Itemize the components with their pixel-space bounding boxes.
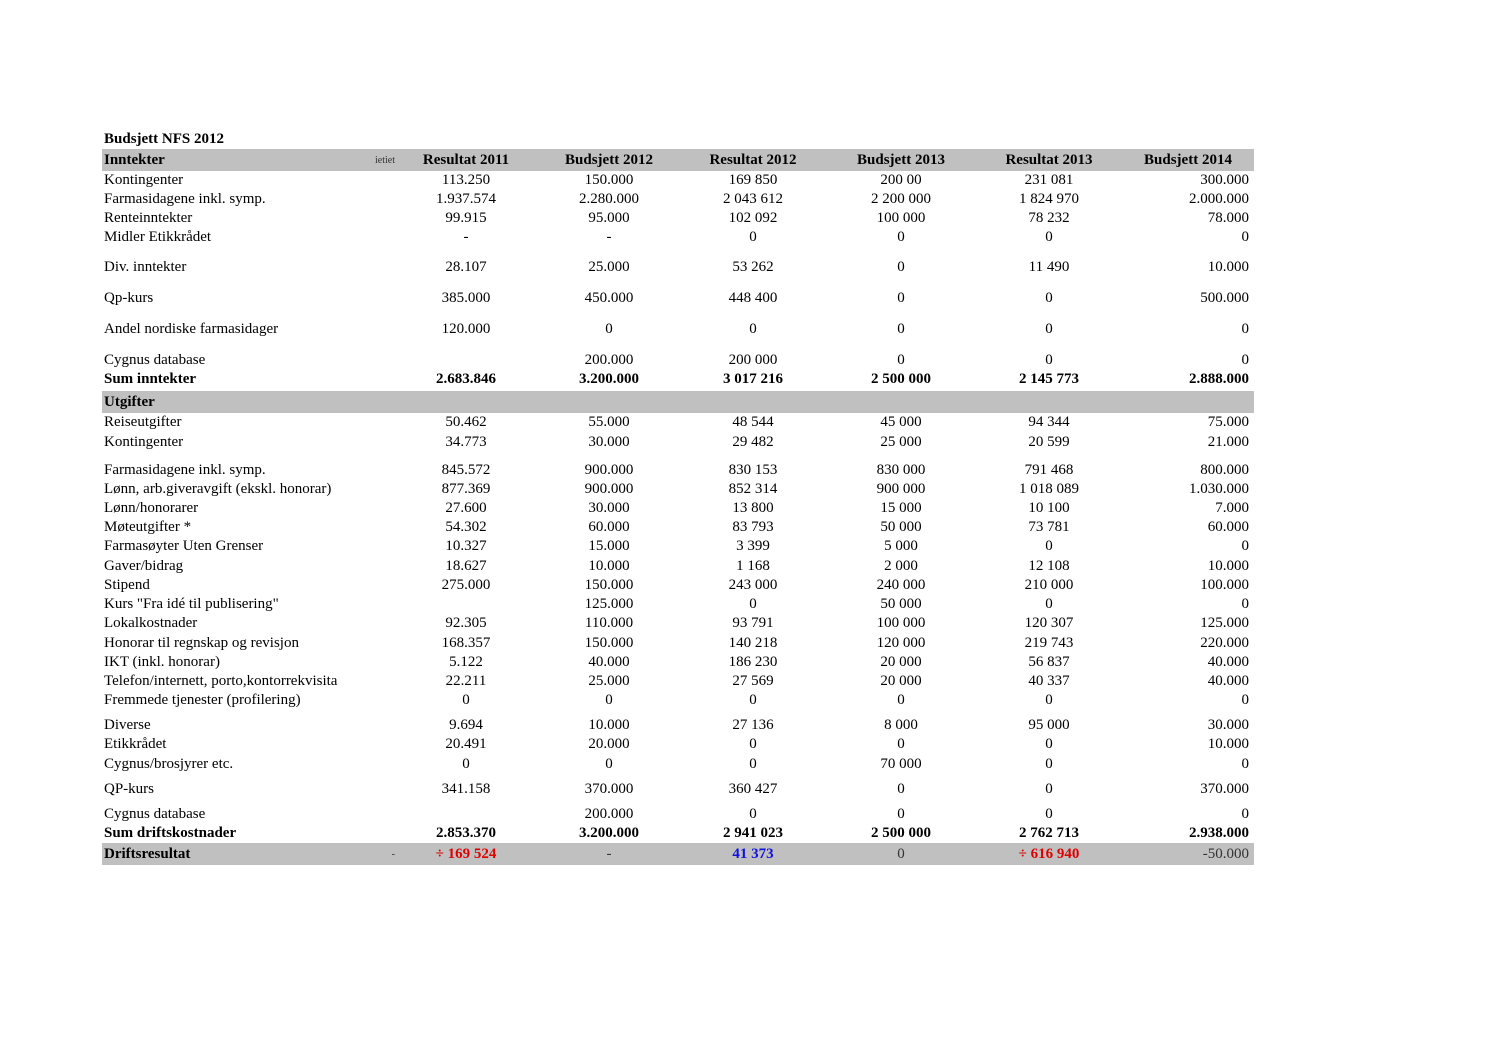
result-label: Driftsresultat	[104, 845, 191, 862]
expense-value: 120 000	[876, 635, 926, 651]
expense-value: 900 000	[876, 481, 926, 497]
result-note: -	[391, 848, 395, 860]
expense-label: IKT (inkl. honorar)	[104, 654, 220, 670]
column-header: Budsjett 2012	[565, 151, 653, 168]
income-label: Div. inntekter	[104, 259, 187, 275]
expense-label: Lønn/honorarer	[104, 500, 199, 516]
income-value: 0	[897, 259, 905, 275]
expense-value: 50 000	[880, 519, 922, 535]
expense-value: 30.000	[588, 434, 630, 450]
sum-value: 2.683.846	[436, 371, 496, 387]
result-value: 0	[897, 845, 905, 862]
income-row	[102, 209, 1254, 228]
expense-value: 341.158	[441, 781, 491, 797]
expense-value: 7.000	[1215, 500, 1249, 516]
income-value: 78.000	[1207, 210, 1249, 226]
income-value	[405, 339, 527, 370]
expense-row	[102, 799, 1254, 824]
expense-value: 12 108	[1028, 558, 1070, 574]
expense-value: 50.462	[445, 414, 487, 430]
sum-value: 2.853.370	[436, 825, 496, 841]
income-value: 25.000	[588, 259, 630, 275]
expense-value: 25 000	[880, 434, 922, 450]
expense-value: 200.000	[584, 806, 634, 822]
expense-value: 100 000	[876, 615, 926, 631]
income-row	[102, 190, 1254, 209]
income-value: 120.000	[441, 321, 491, 337]
expense-label: Kurs "Fra idé til publisering"	[104, 596, 279, 612]
income-value: 99.915	[445, 210, 487, 226]
column-header: Budsjett 2014	[1144, 151, 1232, 168]
expense-value: 830 000	[876, 462, 926, 478]
expense-value: 2 000	[884, 558, 918, 574]
sum-value: 2.938.000	[1189, 825, 1249, 841]
income-value: 169 850	[728, 172, 778, 188]
expense-value: 243 000	[728, 577, 778, 593]
income-value: -	[606, 229, 612, 245]
expense-value: 5 000	[884, 538, 918, 554]
expense-value: 20 599	[1028, 434, 1070, 450]
income-value: 2 200 000	[871, 191, 931, 207]
expense-value: 15.000	[588, 538, 630, 554]
expense-value: 8 000	[884, 717, 918, 733]
income-header-label: Inntekter	[104, 151, 165, 168]
income-value: 113.250	[441, 172, 491, 188]
expense-value: 0	[897, 736, 905, 752]
expense-value: 150.000	[584, 577, 634, 593]
expense-value: 0	[1045, 781, 1053, 797]
income-value: 385.000	[441, 290, 491, 306]
expense-row	[102, 595, 1254, 614]
expense-label: Reiseutgifter	[104, 414, 182, 430]
expense-value: 900.000	[584, 481, 634, 497]
income-value: 0	[1045, 321, 1053, 337]
expense-value: 15 000	[880, 500, 922, 516]
expense-value	[405, 595, 527, 614]
expense-value: 70 000	[880, 756, 922, 772]
expense-value: 1.030.000	[1189, 481, 1249, 497]
result-value-negative: ÷ 616 940	[1018, 845, 1080, 862]
expense-value: 0	[462, 756, 470, 772]
result-value: -50.000	[1202, 845, 1249, 862]
expense-value: 0	[1045, 596, 1053, 612]
expense-value: 120 307	[1024, 615, 1074, 631]
expense-value: 125.000	[584, 596, 634, 612]
expense-value: 830 153	[728, 462, 778, 478]
expense-value: 50 000	[880, 596, 922, 612]
income-sum-label: Sum inntekter	[104, 371, 197, 387]
expense-value: 94 344	[1028, 414, 1070, 430]
expense-label: Diverse	[104, 717, 151, 733]
expense-value: 13 800	[732, 500, 774, 516]
sum-value: 2 762 713	[1019, 825, 1079, 841]
income-value: 0	[1045, 290, 1053, 306]
income-value: 231 081	[1024, 172, 1074, 188]
expense-value: 9.694	[449, 717, 483, 733]
expense-row	[102, 633, 1254, 653]
income-value: 0	[897, 321, 905, 337]
expense-value: 20 000	[880, 673, 922, 689]
income-value: 0	[1045, 229, 1053, 245]
income-value: 0	[1241, 352, 1249, 368]
income-value: 11 490	[1028, 259, 1070, 275]
expense-value: 877.369	[441, 481, 491, 497]
income-value: 0	[1241, 229, 1249, 245]
expense-label: Kontingenter	[104, 434, 184, 450]
expense-row	[102, 556, 1254, 576]
expense-value: 93 791	[732, 615, 774, 631]
expense-value: 10 100	[1028, 500, 1070, 516]
expense-label: Gaver/bidrag	[104, 558, 184, 574]
expense-value: 900.000	[584, 462, 634, 478]
expense-row	[102, 452, 1254, 480]
expense-value: 370.000	[1200, 781, 1249, 797]
expense-value: 0	[1045, 736, 1053, 752]
income-value: 200 000	[728, 352, 778, 368]
column-header: Resultat 2012	[709, 151, 797, 168]
column-header: Budsjett 2013	[857, 151, 945, 168]
income-label: Andel nordiske farmasidager	[104, 321, 279, 337]
income-value: 0	[605, 321, 613, 337]
expense-label: Stipend	[104, 577, 150, 593]
expense-value: 0	[749, 692, 757, 708]
expense-label: Farmasøyter Uten Grenser	[104, 538, 264, 554]
expense-value: 10.000	[1207, 736, 1249, 752]
income-value: 0	[897, 352, 905, 368]
expense-value: 370.000	[584, 781, 634, 797]
expense-value: 30.000	[1207, 717, 1249, 733]
expense-row	[102, 480, 1254, 499]
expense-sum-label: Sum driftskostnader	[104, 825, 237, 841]
income-label: Qp-kurs	[104, 290, 154, 306]
expense-value: 0	[605, 692, 613, 708]
expense-value: 10.000	[588, 558, 630, 574]
sum-value: 3.200.000	[579, 371, 639, 387]
expense-value: 0	[897, 692, 905, 708]
expense-value: 60.000	[588, 519, 630, 535]
expense-label: Fremmede tjenester (profilering)	[104, 692, 301, 708]
income-header-row	[102, 149, 1254, 171]
expense-value: 0	[1045, 538, 1053, 554]
expense-value: 240 000	[876, 577, 926, 593]
expense-value: 0	[1241, 596, 1249, 612]
expense-header-row	[102, 391, 1254, 413]
expense-value: 22.211	[445, 673, 487, 689]
expense-value: 73 781	[1028, 519, 1070, 535]
income-value: 0	[749, 229, 757, 245]
sheet-title: Budsjett NFS 2012	[104, 131, 225, 147]
income-value: 102 092	[728, 210, 778, 226]
expense-value: 0	[1241, 538, 1249, 554]
expense-value: 48 544	[732, 414, 774, 430]
income-value: 2.280.000	[579, 191, 639, 207]
expense-value: 852 314	[728, 481, 778, 497]
income-label: Midler Etikkrådet	[104, 229, 212, 245]
income-value: 0	[897, 229, 905, 245]
expense-value: 360 427	[728, 781, 778, 797]
expense-value: 1 018 089	[1019, 481, 1079, 497]
expense-value: 0	[1045, 692, 1053, 708]
expense-value: 125.000	[1200, 615, 1249, 631]
expense-value: 0	[749, 596, 757, 612]
expense-row	[102, 518, 1254, 537]
expense-value: 186 230	[728, 654, 778, 670]
expense-label: Farmasidagene inkl. symp.	[104, 462, 266, 478]
expense-value: 40.000	[588, 654, 630, 670]
expense-row	[102, 672, 1254, 691]
column-header: Resultat 2013	[1005, 151, 1093, 168]
income-value: 200 00	[880, 172, 922, 188]
expense-value: 92.305	[445, 615, 487, 631]
expense-value: 845.572	[441, 462, 491, 478]
income-value: 0	[749, 321, 757, 337]
expense-label: Møteutgifter *	[104, 519, 192, 535]
income-row	[102, 277, 1254, 308]
column-header: Resultat 2011	[422, 151, 510, 168]
income-row	[102, 308, 1254, 339]
expense-label: Telefon/internett, porto,kontorrekvisita	[104, 673, 338, 689]
result-value: -	[606, 845, 612, 862]
expense-value: 10.000	[588, 717, 630, 733]
income-value: 78 232	[1028, 210, 1070, 226]
income-label: Renteinntekter	[104, 210, 193, 226]
sum-value: 2 145 773	[1019, 371, 1079, 387]
expense-row	[102, 432, 1254, 452]
income-value: 28.107	[445, 259, 487, 275]
expense-row	[102, 735, 1254, 754]
income-value: 1.937.574	[436, 191, 496, 207]
income-value: 2 043 612	[723, 191, 783, 207]
income-value: 300.000	[1200, 172, 1249, 188]
expense-value: 0	[1241, 692, 1249, 708]
income-sum-row	[102, 370, 1254, 389]
expense-rows	[102, 413, 1254, 824]
expense-row	[102, 653, 1254, 672]
expense-row	[102, 614, 1254, 633]
sum-value: 2 500 000	[871, 825, 931, 841]
sum-value: 2 500 000	[871, 371, 931, 387]
expense-label: Lønn, arb.giveravgift (ekskl. honorar)	[104, 481, 332, 497]
income-label: Kontingenter	[104, 172, 184, 188]
income-value: 10.000	[1207, 259, 1249, 275]
expense-row	[102, 710, 1254, 735]
income-value: -	[463, 229, 469, 245]
result-value-positive: 41 373	[732, 845, 774, 862]
expense-value: 210 000	[1024, 577, 1074, 593]
expense-label: Cygnus database	[104, 806, 206, 822]
expense-value: 3 399	[736, 538, 770, 554]
expense-value: 220.000	[1200, 635, 1249, 651]
expense-value: 168.357	[441, 635, 491, 651]
income-value: 0	[897, 290, 905, 306]
expense-value: 0	[1241, 806, 1249, 822]
income-value: 0	[1045, 352, 1053, 368]
income-label: Cygnus database	[104, 352, 206, 368]
expense-value: 30.000	[588, 500, 630, 516]
expense-value	[405, 799, 527, 824]
expense-value: 75.000	[1207, 414, 1249, 430]
expense-value: 100.000	[1200, 577, 1249, 593]
expense-value: 0	[605, 756, 613, 772]
expense-value: 0	[1045, 756, 1053, 772]
sum-value: 3.200.000	[579, 825, 639, 841]
expense-value: 27.600	[445, 500, 487, 516]
expense-value: 29 482	[732, 434, 774, 450]
expense-value: 10.327	[445, 538, 487, 554]
income-value: 150.000	[584, 172, 634, 188]
expense-label: Honorar til regnskap og revisjon	[104, 635, 299, 651]
income-row	[102, 247, 1254, 277]
expense-value: 800.000	[1200, 462, 1249, 478]
expense-header-label: Utgifter	[104, 393, 155, 410]
income-value: 448 400	[728, 290, 778, 306]
expense-value: 55.000	[588, 414, 630, 430]
expense-value: 34.773	[445, 434, 487, 450]
expense-value: 56 837	[1028, 654, 1070, 670]
expense-value: 5.122	[449, 654, 483, 670]
expense-value: 0	[897, 781, 905, 797]
expense-value: 0	[1045, 806, 1053, 822]
expense-row	[102, 754, 1254, 774]
expense-value: 20.491	[445, 736, 487, 752]
expense-value: 27 136	[732, 717, 774, 733]
expense-value: 0	[749, 806, 757, 822]
expense-value: 45 000	[880, 414, 922, 430]
income-value: 200.000	[584, 352, 634, 368]
expense-value: 219 743	[1024, 635, 1074, 651]
income-value: 500.000	[1200, 290, 1249, 306]
expense-value: 20 000	[880, 654, 922, 670]
income-value: 0	[1241, 321, 1249, 337]
income-value: 95.000	[588, 210, 630, 226]
expense-value: 0	[749, 756, 757, 772]
expense-value: 60.000	[1207, 519, 1249, 535]
expense-value: 83 793	[732, 519, 774, 535]
budget-sheet	[102, 129, 1254, 865]
expense-sum-row	[102, 824, 1254, 843]
expense-value: 110.000	[584, 615, 634, 631]
income-value: 450.000	[584, 290, 634, 306]
expense-value: 275.000	[441, 577, 491, 593]
income-row	[102, 228, 1254, 247]
income-value: 53 262	[732, 259, 774, 275]
expense-value: 40.000	[1207, 654, 1249, 670]
income-value: 100 000	[876, 210, 926, 226]
expense-value: 20.000	[588, 736, 630, 752]
expense-label: Cygnus/brosjyrer etc.	[104, 756, 234, 772]
income-row	[102, 339, 1254, 370]
sum-value: 2.888.000	[1189, 371, 1249, 387]
expense-value: 791 468	[1024, 462, 1074, 478]
income-label: Farmasidagene inkl. symp.	[104, 191, 266, 207]
expense-value: 95 000	[1028, 717, 1070, 733]
result-value-negative: ÷ 169 524	[435, 845, 497, 862]
expense-value: 0	[749, 736, 757, 752]
expense-value: 140 218	[728, 635, 778, 651]
expense-row	[102, 576, 1254, 595]
income-row	[102, 171, 1254, 190]
expense-value: 40 337	[1028, 673, 1070, 689]
expense-value: 0	[1241, 756, 1249, 772]
expense-row	[102, 413, 1254, 432]
sum-value: 2 941 023	[723, 825, 783, 841]
expense-value: 21.000	[1207, 434, 1249, 450]
expense-value: 10.000	[1207, 558, 1249, 574]
expense-value: 150.000	[584, 635, 634, 651]
expense-label: QP-kurs	[104, 781, 155, 797]
expense-value: 54.302	[445, 519, 487, 535]
expense-label: Etikkrådet	[104, 736, 167, 752]
expense-value: 27 569	[732, 673, 774, 689]
expense-value: 40.000	[1207, 673, 1249, 689]
expense-value: 0	[462, 692, 470, 708]
expense-row	[102, 499, 1254, 518]
result-row	[102, 843, 1254, 865]
expense-value: 1 168	[736, 558, 770, 574]
expense-row	[102, 691, 1254, 710]
expense-value: 25.000	[588, 673, 630, 689]
expense-value: 18.627	[445, 558, 487, 574]
expense-value: 0	[897, 806, 905, 822]
expense-label: Lokalkostnader	[104, 615, 198, 631]
sum-value: 3 017 216	[723, 371, 783, 387]
expense-row	[102, 774, 1254, 799]
income-value: 2.000.000	[1189, 191, 1249, 207]
income-header-note: ietiet	[375, 154, 395, 166]
income-rows	[102, 171, 1254, 370]
income-value: 1 824 970	[1019, 191, 1079, 207]
expense-row	[102, 537, 1254, 556]
